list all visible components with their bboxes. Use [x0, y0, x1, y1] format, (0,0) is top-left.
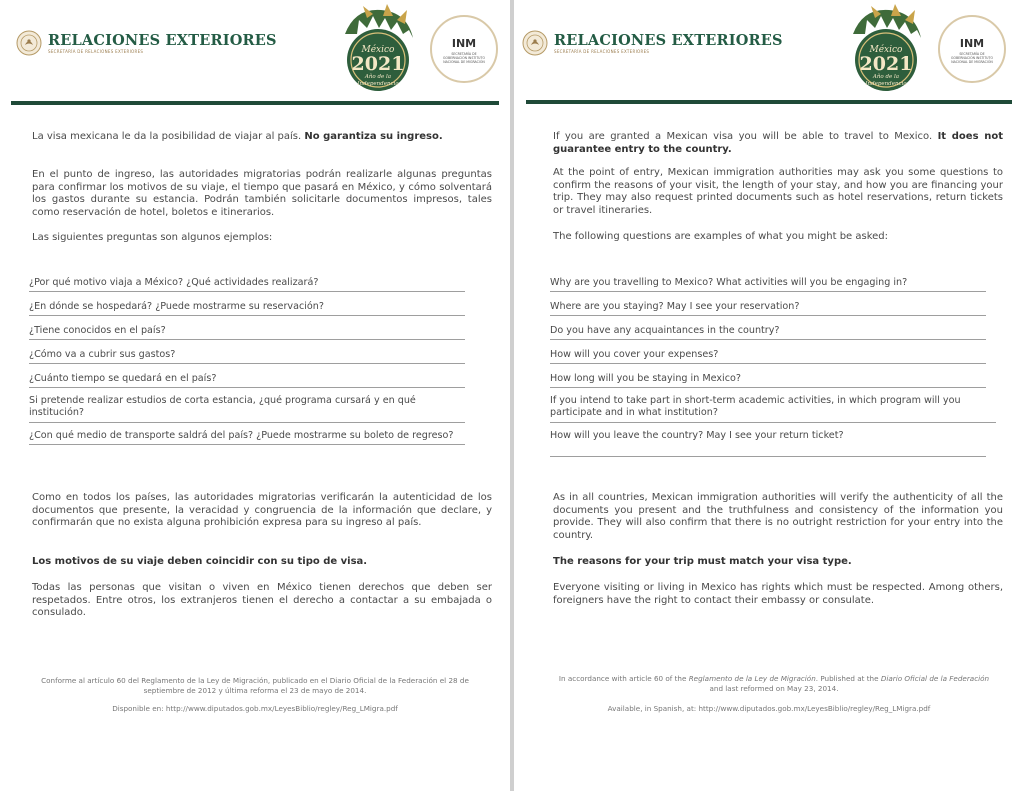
brand-subtitle: SECRETARÍA DE RELACIONES EXTERIORES — [554, 48, 650, 54]
english-paragraph-2: As in all countries, Mexican immigration authorities will verify the authenticity of all the documents you present and the truthfulness and consistency of the information you provide. They will also confirm that there is no outright restriction for your entry into the country. — [553, 492, 1003, 541]
spanish-footer-url — [20, 704, 490, 714]
inm-mark: INM — [451, 37, 477, 50]
list-item: How will you cover your expenses? — [550, 349, 986, 364]
footer-ref-reglamento: Reglamento de la Ley de Migración — [688, 674, 816, 683]
inm-caption: SECRETARÍA DE GOBERNACIÓN INSTITUTO NACIONAL DE MIGRACIÓN — [443, 52, 485, 64]
english-intro-bold: It does not guarantee entry to the country. — [553, 131, 1003, 155]
list-item: Why are you travelling to Mexico? What activities will you be engaging in? — [550, 277, 986, 292]
inm-caption: SECRETARÍA DE GOBERNACIÓN INSTITUTO NACIONAL DE MIGRACIÓN — [951, 52, 993, 64]
english-footer-ref-text — [554, 674, 994, 694]
english-page — [514, 0, 1024, 791]
footer-ref-part-2: . Published at the — [815, 674, 879, 683]
footer-ref-part-1: In accordance with article 60 of the — [558, 674, 687, 683]
list-item: ¿Con qué medio de transporte saldrá del país? ¿Puede mostrarme su boleto de regreso? — [29, 430, 465, 445]
badge-year: 2021 — [859, 53, 913, 75]
mexico-2021-badge — [337, 4, 419, 94]
inm-mark: INM — [959, 37, 985, 50]
spanish-footer-reference — [20, 676, 490, 696]
spanish-paragraph-2: Como en todos los países, las autoridades migratorias verificarán la autenticidad de los documentos que presente, la veracidad y congruencia de la información que declare, y confirmarán que no exista alguna prohibición expresa para su ingreso al país. — [32, 492, 492, 529]
english-paragraph-1: At the point of entry, Mexican immigration authorities may ask you some questions to confirm the reasons of your visit, the length of your stay, and how you are financing your trip. They may also request printed documents such as hotel reservations, return tickets or travel itineraries. — [553, 167, 1003, 216]
english-footer-link[interactable]: Available, in Spanish, at: http://www.diputados.gob.mx/LeyesBiblio/regley/Reg_LMigra.pdf — [607, 704, 931, 713]
spanish-intro-bold: No garantiza su ingreso. — [304, 131, 443, 142]
header-rule — [11, 101, 499, 105]
english-intro-text: If you are granted a Mexican visa you will be able to travel to Mexico. — [553, 131, 933, 142]
brand-subtitle: SECRETARÍA DE RELACIONES EXTERIORES — [48, 48, 144, 54]
list-item: ¿Cuánto tiempo se quedará en el país? — [29, 373, 465, 388]
sre-brand — [522, 30, 783, 56]
badge-ano-text: Año de la — [872, 74, 900, 80]
inm-logo — [938, 15, 1006, 83]
national-seal-icon — [16, 30, 42, 56]
spanish-paragraph-1: En el punto de ingreso, las autoridades migratorias podrán realizarle algunas preguntas para confirmar los motivos de su viaje, el tiempo que pasará en México, y cómo solventará los gastos durante su estancia. Podrán también solicitarle documentos impresos, tales como reservación de hotel, boletos e itinerarios. — [32, 169, 492, 218]
badge-mexico-text: México — [869, 45, 903, 55]
inm-logo — [430, 15, 498, 83]
list-item: If you intend to take part in short-term academic activities, in which program will you participate and in what institution? — [550, 395, 996, 423]
list-item: Si pretende realizar estudios de corta estancia, ¿qué programa cursará y en qué institución? — [29, 395, 465, 423]
badge-independencia-text: Independencia — [357, 81, 399, 87]
spanish-bold-statement: Los motivos de su viaje deben coincidir con su tipo de visa. — [32, 556, 368, 567]
badge-mexico-text: México — [361, 45, 395, 55]
list-item: How long will you be staying in Mexico? — [550, 373, 986, 388]
spanish-intro — [32, 131, 492, 144]
list-item: Do you have any acquaintances in the country? — [550, 325, 986, 340]
national-seal-icon — [522, 30, 548, 56]
list-item: ¿Tiene conocidos en el país? — [29, 325, 465, 340]
list-item: Where are you staying? May I see your reservation? — [550, 301, 986, 316]
footer-ref-part-3: and last reformed on May 23, 2014. — [709, 684, 839, 693]
english-bold-statement: The reasons for your trip must match your visa type. — [553, 556, 852, 567]
english-intro — [553, 131, 1003, 156]
brand-title: RELACIONES EXTERIORES — [48, 31, 277, 49]
spanish-paragraph-3: Todas las personas que visitan o viven en México tienen derechos que deben ser respetados. Entre otros, los extranjeros tienen el derecho a contactar a su embajada o consulado. — [32, 582, 492, 619]
list-item: ¿En dónde se hospedará? ¿Puede mostrarme su reservación? — [29, 301, 465, 316]
list-item: ¿Por qué motivo viaja a México? ¿Qué actividades realizará? — [29, 277, 465, 292]
spanish-intro-text: La visa mexicana le da la posibilidad de viajar al país. — [32, 131, 302, 142]
footer-ref-diario: Diario Oficial de la Federación — [880, 674, 990, 683]
spanish-page — [0, 0, 510, 791]
list-item: ¿Cómo va a cubrir sus gastos? — [29, 349, 465, 364]
english-footer-reference — [554, 674, 994, 694]
list-item: How will you leave the country? May I see your return ticket? — [550, 430, 986, 457]
english-footer-url — [534, 704, 1004, 714]
header-rule — [526, 100, 1012, 104]
spanish-footer-link[interactable]: Disponible en: http://www.diputados.gob.mx/LeyesBiblio/regley/Reg_LMigra.pdf — [112, 704, 398, 713]
english-paragraph-3: Everyone visiting or living in Mexico has rights which must be respected. Among others, foreigners have the right to contact their embassy or consulate. — [553, 582, 1003, 606]
badge-year: 2021 — [351, 53, 405, 75]
spanish-examples-intro: Las siguientes preguntas son algunos ejemplos: — [32, 232, 273, 243]
brand-title: RELACIONES EXTERIORES — [554, 31, 783, 49]
spanish-footer-ref-text: Conforme al artículo 60 del Reglamento de la Ley de Migración, publicado en el Diario Oficial de la Federación el 28 de septiembre de 2012 y última reforma el 23 de mayo de 2014. — [41, 676, 469, 695]
badge-ano-text: Año de la — [364, 74, 392, 80]
mexico-2021-badge — [845, 4, 927, 94]
sre-brand — [16, 30, 277, 56]
badge-independencia-text: Independencia — [865, 81, 907, 87]
english-examples-intro: The following questions are examples of what you might be asked: — [553, 231, 889, 242]
